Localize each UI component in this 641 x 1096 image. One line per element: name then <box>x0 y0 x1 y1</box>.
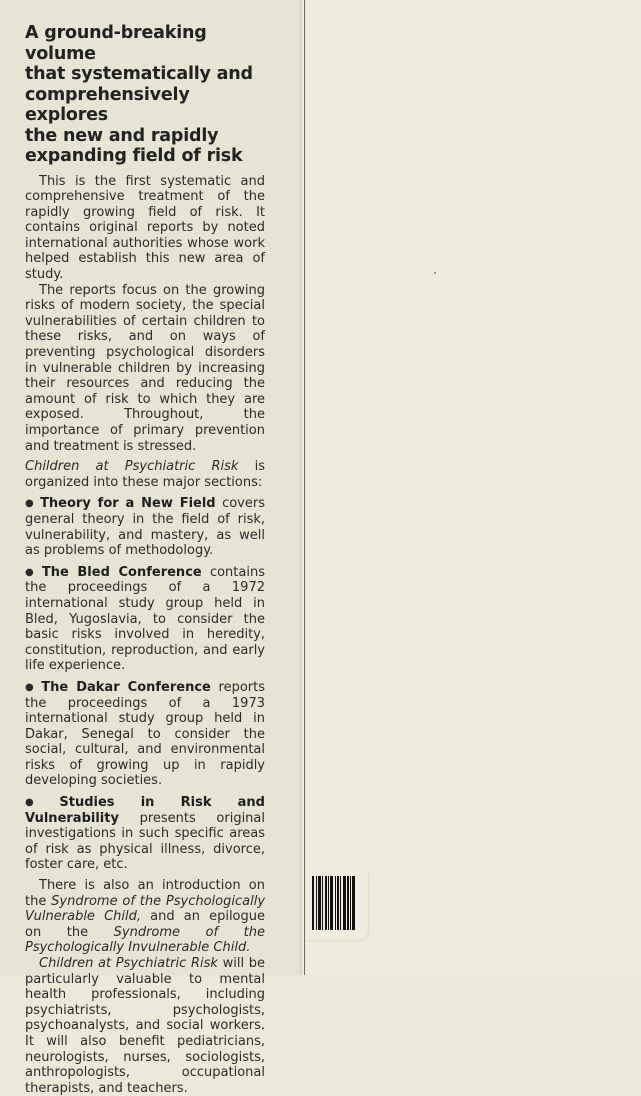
book-title: Children at Psychiatric Risk <box>39 956 218 971</box>
heading-line: A ground-breaking volume <box>25 23 207 64</box>
sections-intro-text: is organized into these major sections: <box>25 459 265 490</box>
barcode-icon <box>312 876 355 930</box>
bullet-icon: ● <box>25 681 38 693</box>
paper-speck <box>434 272 436 274</box>
section-title: Theory for a New Field <box>40 496 216 512</box>
section-text: presents original investigations in such specific areas of risk as physical illness, divorce, foster care, etc. <box>25 810 265 873</box>
focus-paragraph: The reports focus on the growing risks of modern society, the special vulnerabilities of certain children to these risks, and on ways of preventing psychological disorders in vulnerable children by increasing their resources and reducing the amount of risk to which they are exposed. Throughout, the importance of primary prevention and treatment is stressed. <box>25 282 265 454</box>
syndrome-paragraph <box>25 878 265 956</box>
audience-paragraph <box>25 956 265 1096</box>
section-text: covers general theory in the field of risk, vulnerability, and mastery, as well as problems of methodology. <box>25 496 265 559</box>
section-item <box>25 795 265 873</box>
section-title: Studies in Risk and Vulnerability <box>25 795 265 826</box>
bullet-icon: ● <box>25 797 56 809</box>
flap-copy <box>25 23 265 1096</box>
heading-line: that systematically and <box>25 64 253 84</box>
section-text: reports the proceedings of a 1973 international study group held in Dakar, Senegal to consider the social, cultural, and environmental risks of growing up in rapidly developing societies. <box>25 679 265 789</box>
flap-heading <box>25 23 265 167</box>
bullet-icon: ● <box>25 498 37 510</box>
syndrome-title: Syndrome of the Psychologically Vulnerable Child, <box>25 893 266 925</box>
heading-line: expanding field of risk <box>25 146 243 166</box>
section-item <box>25 565 265 674</box>
sections-intro <box>25 459 265 490</box>
section-title: The Dakar Conference <box>41 679 211 695</box>
section-item <box>25 680 265 789</box>
flap-edge-line <box>304 0 305 975</box>
book-title: Children at Psychiatric Risk <box>25 459 239 475</box>
heading-line: comprehensively explores <box>25 84 190 125</box>
bullet-icon: ● <box>25 566 38 578</box>
heading-line: the new and rapidly <box>25 125 219 146</box>
syndrome-text: There is also an introduction on the <box>25 878 265 909</box>
syndrome-text: and an epilogue on the <box>25 909 265 940</box>
barcode-tab <box>306 866 368 940</box>
syndrome-title: Syndrome of the Psychologically Invulnerable Child. <box>25 924 266 956</box>
audience-text: will be particularly valuable to mental health professionals, including psychiatrists, psychologists, psychoanalysts, and social workers. It will also benefit pediatricians, neurologists, nurses, sociologists, anthropologists, occupational therapists, and teachers. <box>25 956 265 1096</box>
section-item <box>25 496 265 558</box>
intro-paragraph: This is the first systematic and comprehensive treatment of the rapidly growing field of risk. It contains original reports by noted international authorities whose work helped establish this new area of study. <box>25 173 265 283</box>
section-title: The Bled Conference <box>41 564 202 580</box>
back-cover <box>306 0 641 975</box>
section-text: contains the proceedings of a 1972 international study group held in Bled, Yugoslavia, to consider the basic risks involved in heredity, constitution, reproduction, and early life experience. <box>25 564 265 674</box>
